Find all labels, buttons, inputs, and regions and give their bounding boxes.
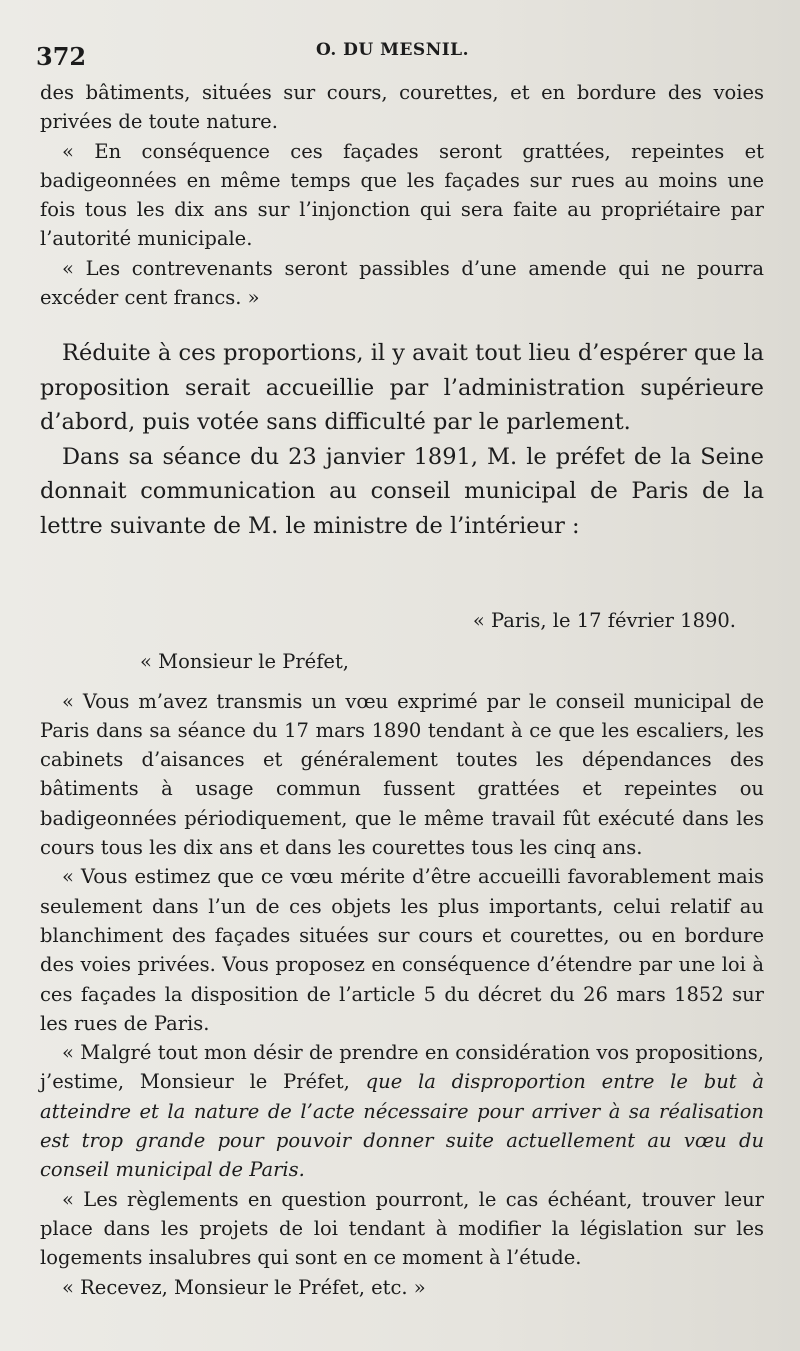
running-title: O. DU MESNIL. xyxy=(316,40,470,60)
paragraph: Réduite à ces proportions, il y avait tout lieu d’espérer que la proposition serait accueillie par l’administration supérieure d’abord, puis votée sans difficulté par le parlement. xyxy=(40,340,764,435)
letter-paragraph: « Les règlements en question pourront, le cas échéant, trouver leur place dans les projets de loi tendant à modifier la législation sur les logements insalubres qui sont en ce moment à l’étude. xyxy=(40,1187,764,1270)
letter-paragraph: « Vous m’avez transmis un vœu exprimé par le conseil municipal de Paris dans sa séance du 17 mars 1890 tendant à ce que les escaliers, les cabinets d’aisances et généralement toutes les dépendances des bâtiments à usage commun fussent grattées et repeintes ou badigeonnées périodiquement, que le même travail fût exécuté dans les cours tous les dix ans et dans les courettes tous les cinq ans. xyxy=(40,689,764,860)
letter-text: « Malgré tout mon désir de prendre en considération vos propositions, j’estime, Monsieur le Préfet, xyxy=(40,1041,764,1094)
quoted-article-block xyxy=(40,78,764,312)
letter-dateline: « Paris, le 17 février 1890. xyxy=(472,609,736,632)
letter-italic-text: que la disproportion entre le but à atteindre et la nature de l’acte nécessaire pour arriver à sa réalisation est trop grande pour pouvoir donner suite actuellement au vœu du conseil municipal de Paris. xyxy=(40,1070,764,1182)
paragraph: « Les contrevenants seront passibles d’une amende qui ne pourra excéder cent francs. » xyxy=(40,256,764,310)
page-number: 372 xyxy=(36,42,87,71)
paragraph: Dans sa séance du 23 janvier 1891, M. le préfet de la Seine donnait communication au conseil municipal de Paris de la lettre suivante de M. le ministre de l’intérieur : xyxy=(40,443,764,539)
page-header xyxy=(36,38,764,71)
letter-salutation: « Monsieur le Préfet, xyxy=(140,650,350,674)
paragraph: « En conséquence ces façades seront grattées, repeintes et badigeonnées en même temps que les façades sur rues au moins une fois tous les dix ans sur l’injonction qui sera faite au propriétaire par l’autorité municipale. xyxy=(40,139,764,251)
letter-paragraph: « Vous estimez que ce vœu mérite d’être accueilli favorablement mais seulement dans l’un de ces objets les plus importants, celui relatif au blanchiment des façades situées sur cours et courettes, ou en bordure des voies privées. Vous proposez en conséquence d’étendre par une loi à ces façades la disposition de l’article 5 du décret du 26 mars 1852 sur les rues de Paris. xyxy=(40,865,764,1035)
narrative-block xyxy=(40,336,764,543)
paragraph: des bâtiments, situées sur cours, courettes, et en bordure des voies privées de toute nature. xyxy=(40,81,764,134)
minister-letter xyxy=(40,606,764,1302)
letter-closing: « Recevez, Monsieur le Préfet, etc. » xyxy=(62,1275,426,1299)
letter-paragraph xyxy=(40,1038,764,1184)
